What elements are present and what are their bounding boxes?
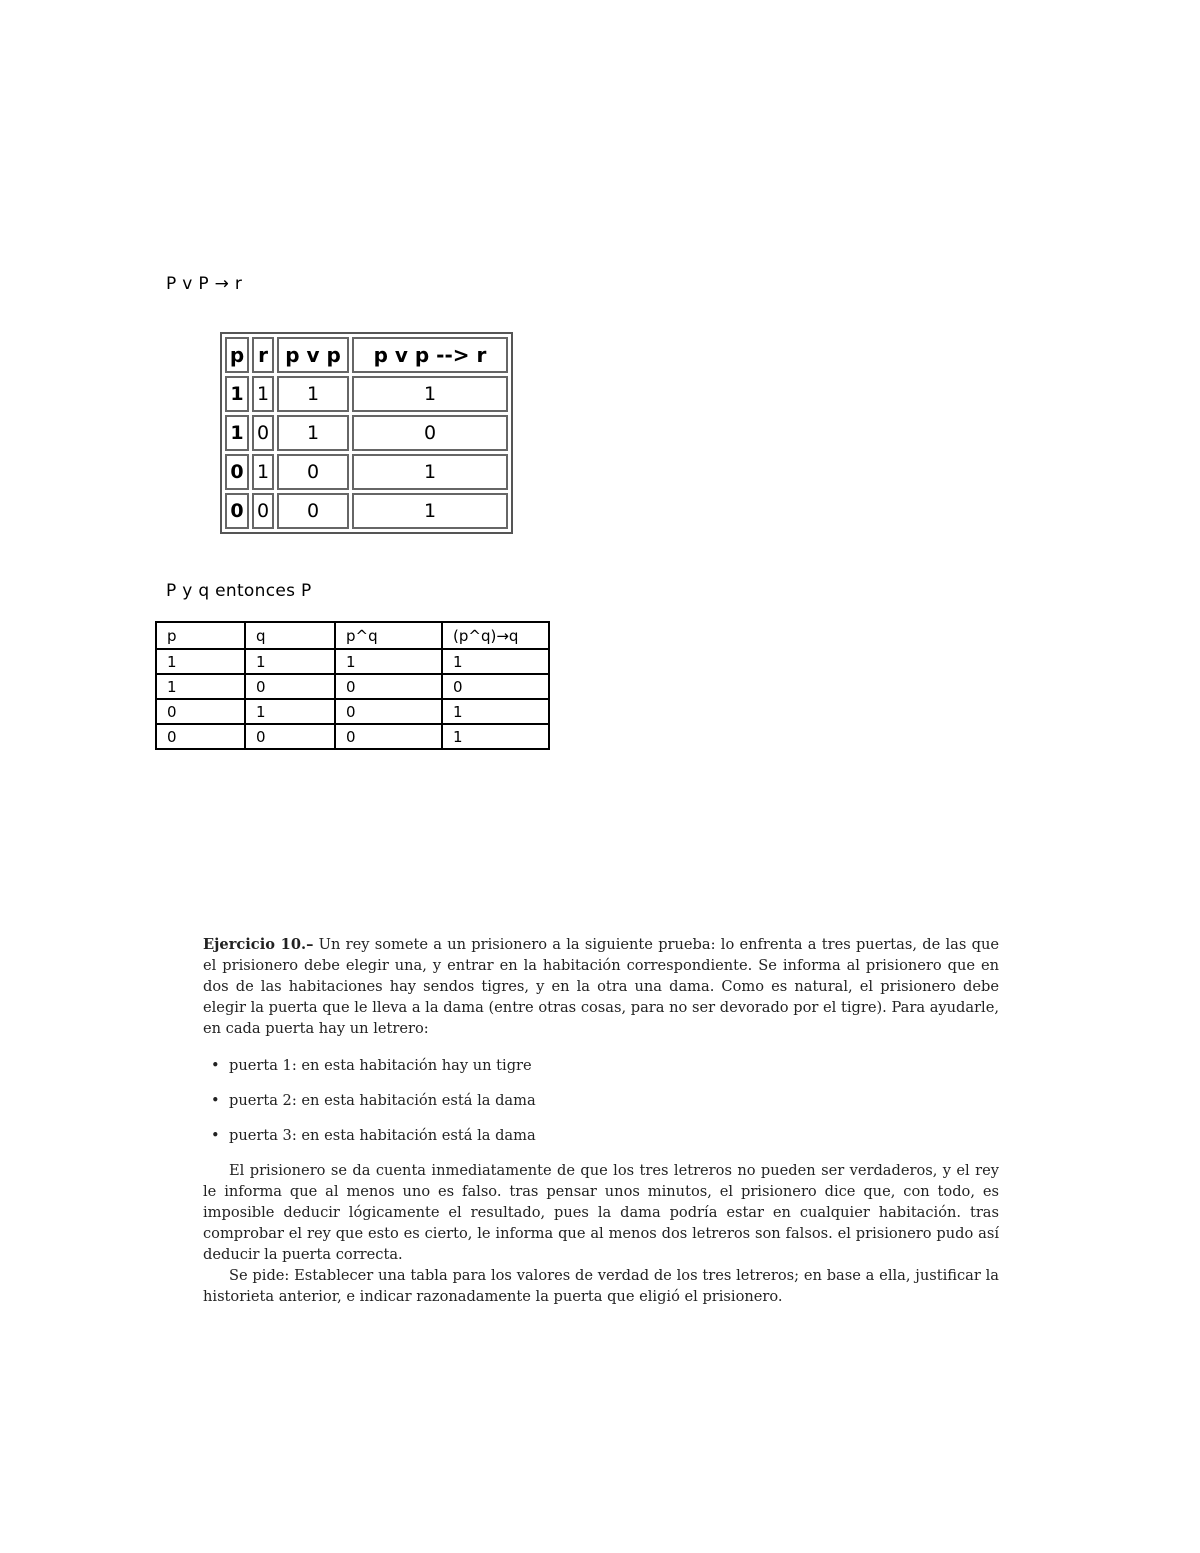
- table-cell: 0: [245, 674, 335, 699]
- table-row: [225, 454, 508, 490]
- table-cell: 1: [352, 454, 508, 490]
- table-cell: 1: [252, 454, 274, 490]
- column-header: p v p --> r: [352, 337, 508, 373]
- table-cell: 1: [442, 649, 549, 674]
- table-cell: 1: [245, 699, 335, 724]
- column-header: q: [245, 622, 335, 649]
- exercise-task: Se pide: Establecer una tabla para los valores de verdad de los tres letreros; en base a ella, justificar la historieta anterior, e indicar razonadamente la puerta que eligió el prisionero.: [203, 1267, 999, 1305]
- table-cell: 1: [252, 376, 274, 412]
- table-cell: 0: [277, 493, 349, 529]
- table-cell: 1: [442, 699, 549, 724]
- column-header: (p^q)→q: [442, 622, 549, 649]
- table-cell: 1: [352, 376, 508, 412]
- table-cell: 0: [252, 493, 274, 529]
- table-header-row: [156, 622, 549, 649]
- table-cell: 1: [245, 649, 335, 674]
- section2-heading: P y q entonces P: [166, 581, 312, 601]
- table-cell: 1: [442, 724, 549, 749]
- table-cell: 1: [225, 415, 249, 451]
- exercise-block: [203, 934, 999, 1307]
- table-row: [156, 674, 549, 699]
- table-row: [225, 376, 508, 412]
- table-cell: 1: [335, 649, 442, 674]
- table-row: [156, 724, 549, 749]
- column-header: p v p: [277, 337, 349, 373]
- column-header: p: [156, 622, 245, 649]
- list-item: • puerta 1: en esta habitación hay un tigre: [229, 1055, 999, 1076]
- table-cell: 0: [277, 454, 349, 490]
- table-cell: 0: [225, 454, 249, 490]
- exercise-title: Ejercicio 10.–: [203, 936, 314, 953]
- door-sign-list: [203, 1055, 999, 1146]
- table-row: [156, 699, 549, 724]
- table-cell: 0: [245, 724, 335, 749]
- table-cell: 0: [225, 493, 249, 529]
- table-row: [225, 415, 508, 451]
- table-row: [156, 649, 549, 674]
- table-cell: 1: [277, 376, 349, 412]
- list-item: • puerta 2: en esta habitación está la dama: [229, 1090, 999, 1111]
- table-cell: 1: [277, 415, 349, 451]
- section1-heading: P v P → r: [166, 274, 243, 294]
- exercise-intro-text: Un rey somete a un prisionero a la siguiente prueba: lo enfrenta a tres puertas, de las que el prisionero debe elegir una, y entrar en la habitación correspondiente. Se informa al prisionero que en dos de las habitaciones hay sendos tigres, y en la otra una dama. Como es natural, el prisionero debe elegir la puerta que le lleva a la dama (entre otras cosas, para no ser devorado por el tigre). Para ayudarle, en cada puerta hay un letrero:: [203, 936, 999, 1037]
- table-cell: 0: [335, 699, 442, 724]
- table-cell: 0: [442, 674, 549, 699]
- table-cell: 0: [156, 699, 245, 724]
- truth-table-disjunction: [220, 332, 513, 534]
- list-item: • puerta 3: en esta habitación está la dama: [229, 1125, 999, 1146]
- column-header: p: [225, 337, 249, 373]
- exercise-intro: [203, 934, 999, 1039]
- table-cell: 1: [156, 649, 245, 674]
- table-row: [225, 493, 508, 529]
- table-cell: 0: [335, 674, 442, 699]
- column-header: p^q: [335, 622, 442, 649]
- truth-table-conjunction: [155, 621, 550, 750]
- table-cell: 0: [352, 415, 508, 451]
- table-cell: 1: [352, 493, 508, 529]
- exercise-paragraph: El prisionero se da cuenta inmediatamente de que los tres letreros no pueden ser verdaderos, y el rey le informa que al menos uno es falso. tras pensar unos minutos, el prisionero dice que, con todo, es imposible deducir lógicamente el resultado, pues la dama podría estar en cualquier habitación. tras comprobar el rey que esto es cierto, le informa que al menos dos letreros son falsos. el prisionero pudo así deducir la puerta correcta.: [203, 1162, 999, 1263]
- table-cell: 1: [225, 376, 249, 412]
- table-cell: 0: [252, 415, 274, 451]
- table-header-row: [225, 337, 508, 373]
- column-header: r: [252, 337, 274, 373]
- table-cell: 0: [335, 724, 442, 749]
- table-cell: 0: [156, 724, 245, 749]
- table-cell: 1: [156, 674, 245, 699]
